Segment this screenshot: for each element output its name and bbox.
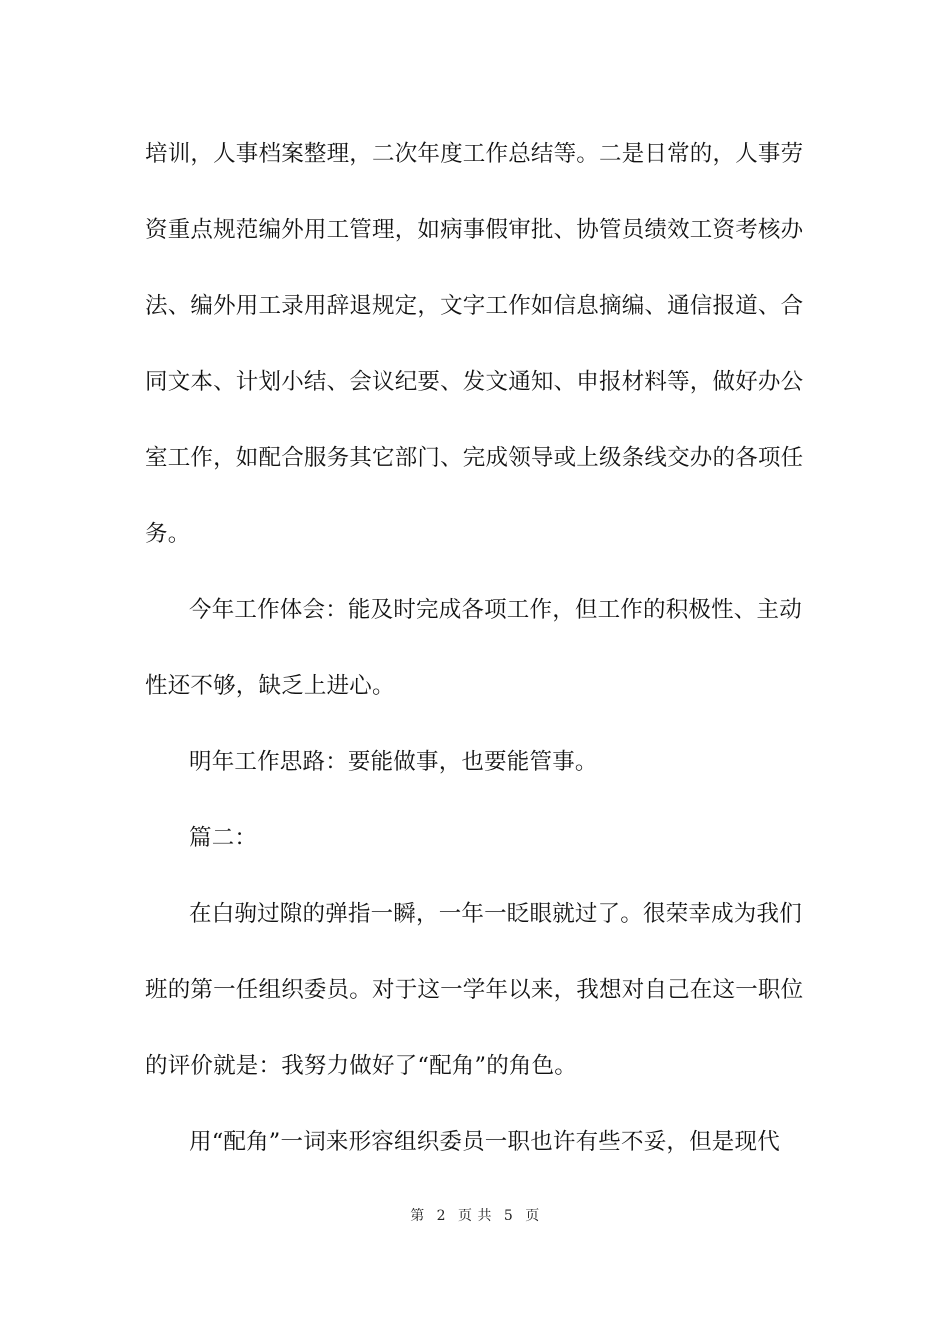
paragraph-start-line: 在白驹过隙的弹指一瞬，一年一眨眼就过了。很荣幸成为我们 [189, 901, 802, 927]
text-line: 培训，人事档案整理，二次年度工作总结等。二是日常的，人事劳 [145, 141, 804, 167]
text-line: 同文本、计划小结、会议纪要、发文通知、申报材料等，做好办公 [145, 369, 804, 395]
text-line: 班的第一任组织委员。对于这一学年以来，我想对自己在这一职位 [145, 977, 804, 1003]
section-heading: 篇二： [189, 825, 258, 851]
paragraph-start-line: 用“配角”一词来形容组织委员一职也许有些不妥，但是现代 [189, 1129, 780, 1155]
page-footer [0, 1205, 950, 1225]
footer-suffix: 页 [525, 1208, 540, 1224]
text-line: 资重点规范编外用工管理，如病事假审批、协管员绩效工资考核办 [145, 217, 804, 243]
text-line: 法、编外用工录用辞退规定，文字工作如信息摘编、通信报道、合 [145, 293, 804, 319]
text-line: 室工作，如配合服务其它部门、完成领导或上级条线交办的各项任 [145, 445, 804, 471]
footer-middle: 页 共 [458, 1208, 492, 1224]
current-page-number: 2 [436, 1208, 447, 1224]
paragraph-start-line: 今年工作体会：能及时完成各项工作，但工作的积极性、主动 [189, 597, 802, 623]
total-pages-number: 5 [503, 1208, 514, 1224]
document-body [145, 130, 810, 1194]
footer-prefix: 第 [410, 1208, 425, 1224]
text-line: 性还不够，缺乏上进心。 [145, 673, 395, 699]
text-line: 的评价就是：我努力做好了“配角”的角色。 [145, 1053, 578, 1079]
paragraph-start-line: 明年工作思路：要能做事，也要能管事。 [189, 749, 598, 775]
text-line: 务。 [145, 521, 191, 547]
